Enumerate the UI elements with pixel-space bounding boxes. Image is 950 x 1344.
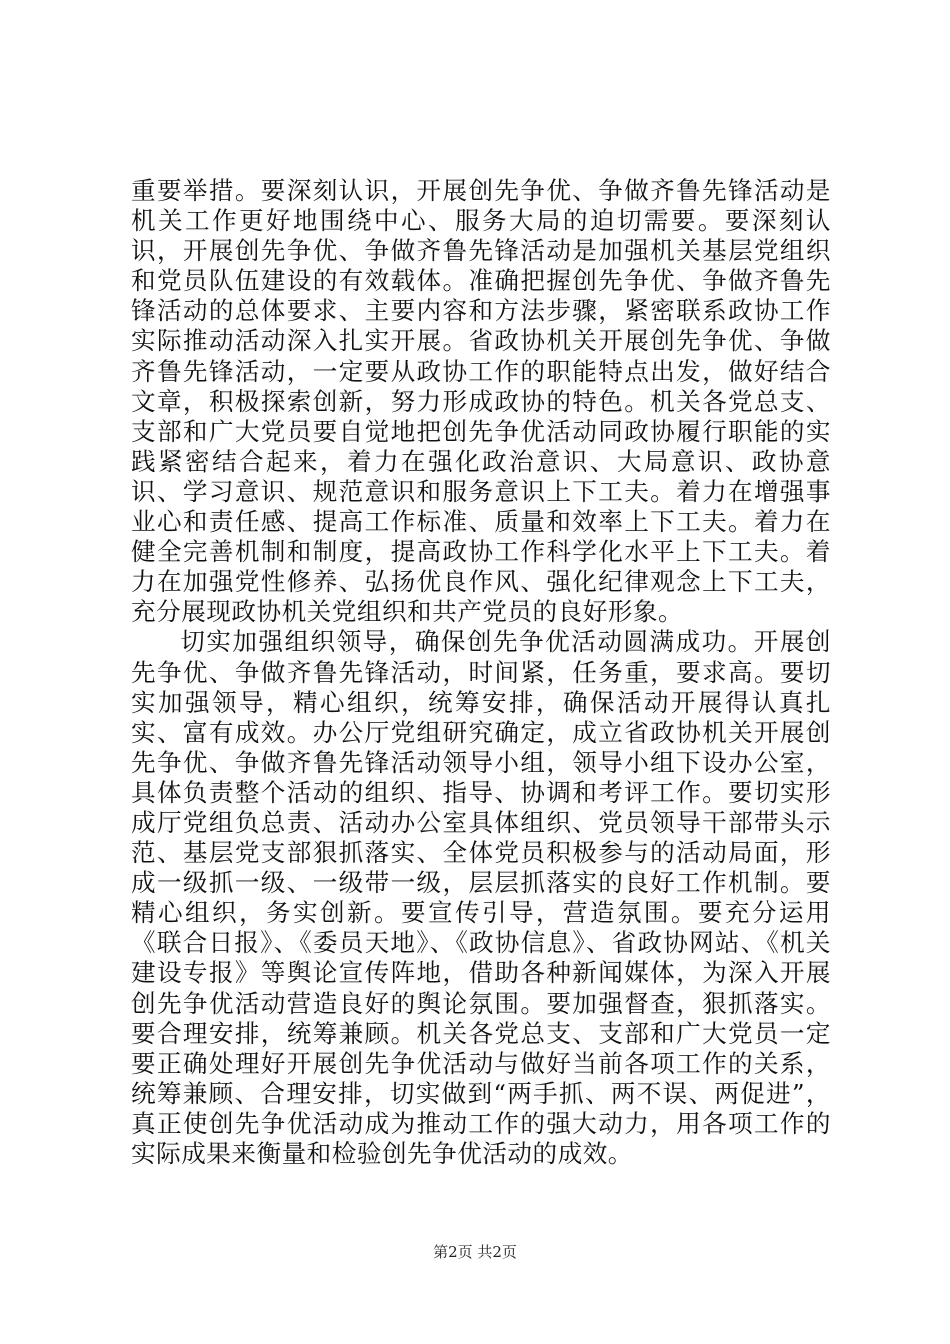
page-number: 第2页 共2页 bbox=[433, 1243, 517, 1261]
paragraph-2: 切实加强组织领导，确保创先争优活动圆满成功。开展创先争优、争做齐鲁先锋活动，时间紧，任务重，要求高。要切实加强领导，精心组织，统筹安排，确保活动开展得认真扎实、富有成效。办公厅党组研究确定，成立省政协机关开展创先争优、争做齐鲁先锋活动领导小组，领导小组下设办公室，具体负责整个活动的组织、指导、协调和考评工作。要切实形成厅党组负总责、活动办公室具体组织、党员领导干部带头示范、基层党支部狠抓落实、全体党员积极参与的活动局面，形成一级抓一级、一级带一级，层层抓落实的良好工作机制。要精心组织，务实创新。要宣传引导，营造氛围。要充分运用《联合日报》、《委员天地》、《政协信息》、省政协网站、《机关建设专报》等舆论宣传阵地，借助各种新闻媒体，为深入开展创先争优活动营造良好的舆论氛围。要加强督查，狠抓落实。要合理安排，统筹兼顾。机关各党总支、支部和广大党员一定要正确处理好开展创先争优活动与做好当前各项工作的关系，统筹兼顾、合理安排，切实做到“两手抓、两不误、两促进”，真正使创先争优活动成为推动工作的强大动力，用各项工作的实际成果来衡量和检验创先争优活动的成效。 bbox=[131, 627, 831, 1168]
document-body bbox=[131, 176, 831, 1169]
paragraph-1: 重要举措。要深刻认识，开展创先争优、争做齐鲁先锋活动是机关工作更好地围绕中心、服务大局的迫切需要。要深刻认识，开展创先争优、争做齐鲁先锋活动是加强机关基层党组织和党员队伍建设的有效载体。准确把握创先争优、争做齐鲁先锋活动的总体要求、主要内容和方法步骤，紧密联系政协工作实际推动活动深入扎实开展。省政协机关开展创先争优、争做齐鲁先锋活动，一定要从政协工作的职能特点出发，做好结合文章，积极探索创新，努力形成政协的特色。机关各党总支、支部和广大党员要自觉地把创先争优活动同政协履行职能的实践紧密结合起来，着力在强化政治意识、大局意识、政协意识、学习意识、规范意识和服务意识上下工夫。着力在增强事业心和责任感、提高工作标准、质量和效率上下工夫。着力在健全完善机制和制度，提高政协工作科学化水平上下工夫。着力在加强党性修养、弘扬优良作风、强化纪律观念上下工夫，充分展现政协机关党组织和共产党员的良好形象。 bbox=[131, 176, 831, 627]
